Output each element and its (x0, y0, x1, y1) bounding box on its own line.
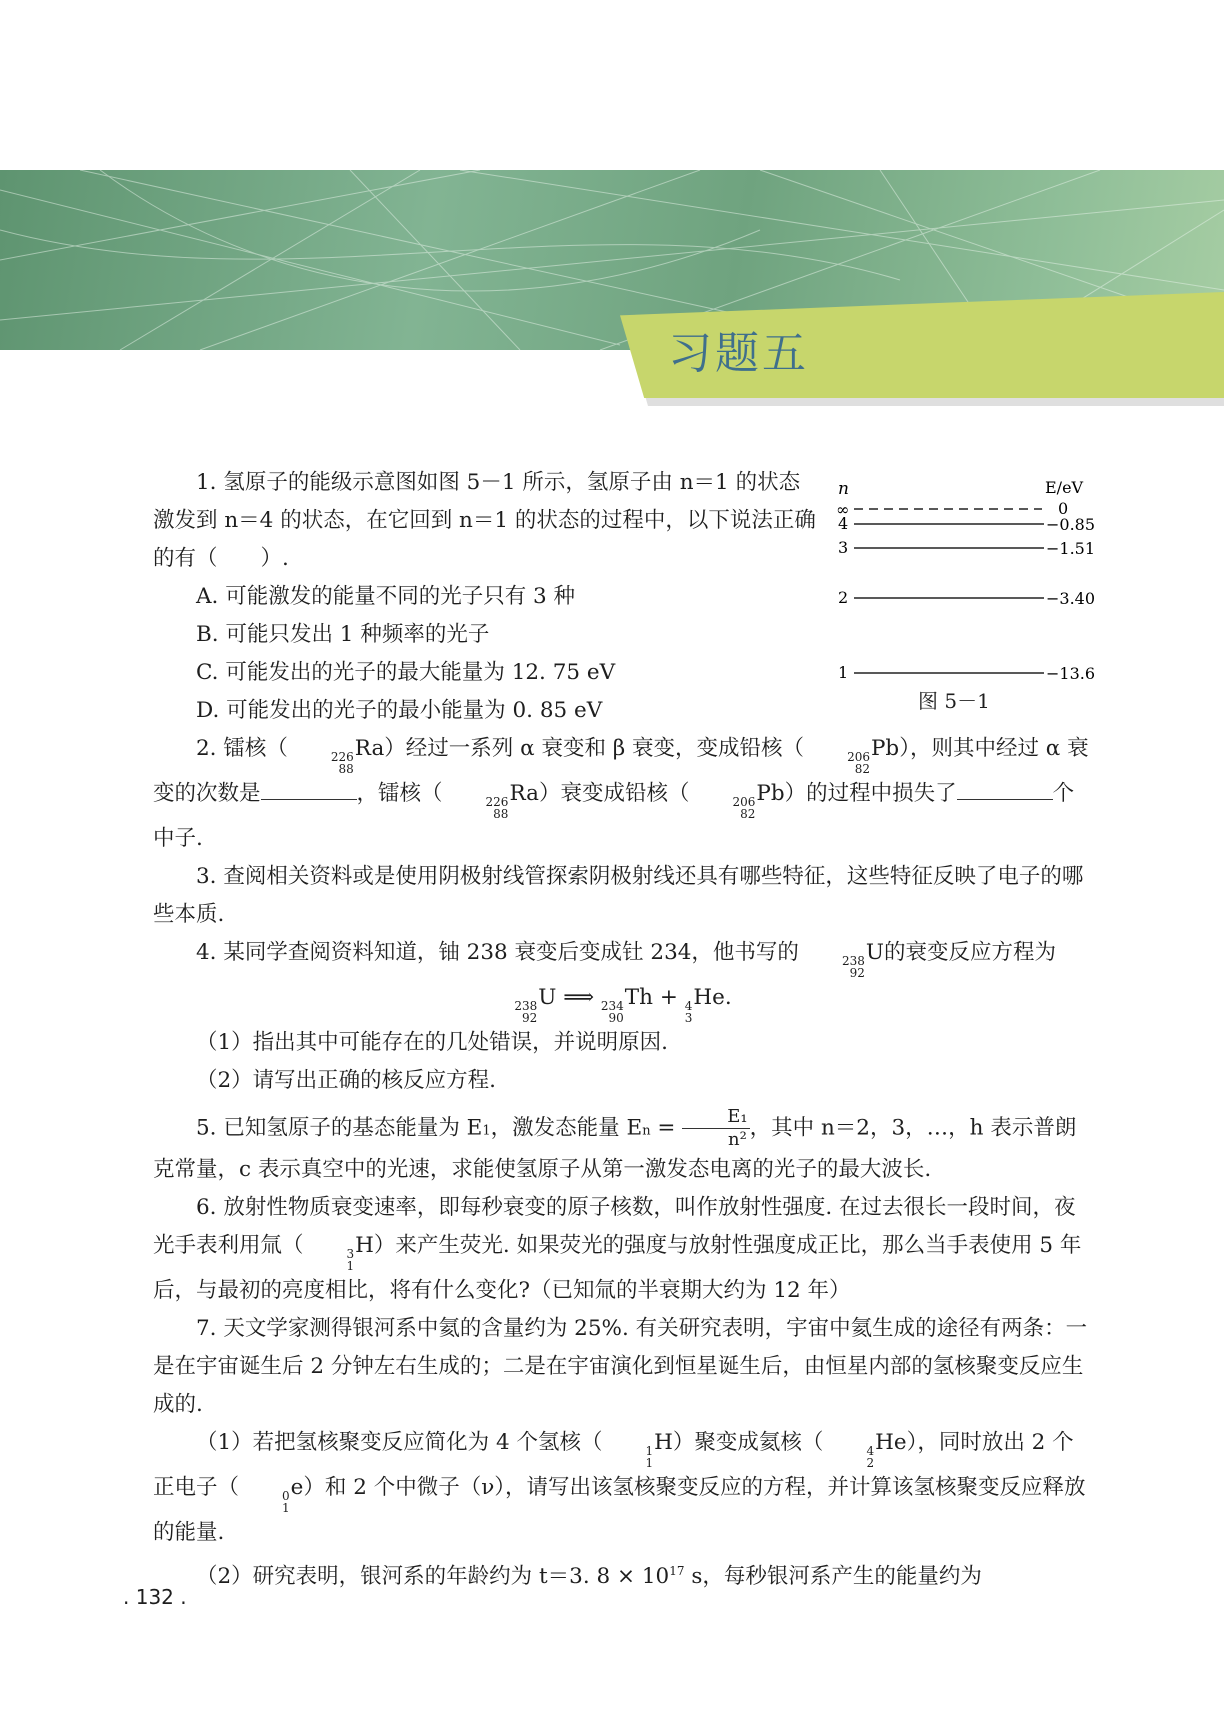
q7-text-5: （2）研究表明，银河系的年龄约为 t＝3. 8 × 10 (196, 1564, 670, 1590)
q1-option-d: D. 可能发出的光子的最小能量为 0. 85 eV (196, 698, 603, 723)
q1-option-a: A. 可能激发的能量不同的光子只有 3 种 (196, 584, 576, 609)
q5-sub-n: n (642, 1123, 651, 1139)
q5-text-2: ，激发态能量 E (490, 1115, 643, 1141)
u-symbol: U (865, 940, 884, 965)
q1-option-b: B. 可能只发出 1 种频率的光子 (196, 622, 490, 647)
p-notation: 1 1 (645, 1444, 654, 1470)
level-e-3: −1.51 (1046, 539, 1096, 558)
q5-text-1: 5. 已知氢原子的基态能量为 E (196, 1115, 483, 1141)
q7-text-6: s，每秒银河系产生的能量约为 (684, 1564, 982, 1590)
p-symbol: H (654, 1430, 673, 1455)
q1-stem: 1. 氢原子的能级示意图如图 5－1 所示，氢原子由 n＝1 的状态激发到 n＝4 的状态，在它回到 n＝1 的状态的过程中，以下说法正确的有（ ）. (153, 470, 816, 571)
level-e-inf: 0 (1058, 499, 1069, 518)
q2-text-1: 2. 镭核（ (196, 736, 288, 761)
q4-sub-2: （2）请写出正确的核反应方程. (196, 1068, 497, 1093)
level-e-4: −0.85 (1046, 515, 1096, 534)
q4-text-2: 的衰变反应方程为 (883, 940, 1056, 965)
q1-option-c: C. 可能发出的光子的最大能量为 12. 75 eV (196, 660, 616, 685)
exercise-content (153, 464, 1096, 1596)
level-n-3: 3 (838, 538, 849, 557)
q5-text-3: ，其中 n＝2，3，…，h 表示普朗克常量，c 表示真空中的光速，求能使氢原子从第一激发态电离的光子的最大波长. (153, 1115, 1077, 1182)
level-n-1: 1 (838, 663, 849, 682)
eq-th-symbol: Th (624, 985, 653, 1010)
positron-notation: 0 1 (282, 1489, 290, 1515)
q7-text-4: ）和 2 个中微子（ν），请写出该氢核聚变反应的方程，并计算该氢核聚变反应释放的能量. (153, 1475, 1086, 1545)
q4-text-1: 4. 某同学查阅资料知道，铀 238 衰变后变成钍 234，他书写的 (196, 940, 799, 965)
level-e-2: −3.40 (1046, 589, 1096, 608)
answer-blank[interactable] (261, 777, 357, 800)
q5: 5. 已知氢原子的基态能量为 E1，激发态能量 En = $\frac{\text{E₁}}{\text{n²}}$ ，其中 n＝2，3，…，h 表示普朗克常量，c 表示真空中的光速，求能使氢原子从第一激发态电离的光子的最大波长. (153, 1106, 1077, 1182)
page-number: . 132 . (123, 1585, 187, 1609)
eq-he-symbol: He (693, 985, 725, 1010)
axis-n-label: n (838, 479, 849, 499)
pb-symbol-1: Pb (870, 736, 900, 761)
q6-text-1: 6. 放射性物质衰变速率，即每秒衰变的原子核数，叫作放射性强度. 在过去很长一段时间，夜光手表利用氚（ (153, 1195, 1076, 1258)
eq-he-notation: 4 3 (684, 999, 693, 1025)
he4-notation: 4 2 (866, 1444, 875, 1470)
positron-symbol: e (290, 1475, 304, 1500)
q7-sub-2 (153, 1552, 1093, 1596)
ra-notation-1: 226 88 (330, 750, 354, 776)
q2-text-2: ）经过一系列 α 衰变和 β 衰变，变成铅核（ (384, 736, 805, 761)
q5-sub-1: 1 (482, 1123, 491, 1139)
level-e-1: −13.6 (1046, 664, 1096, 683)
q2-text-6: ）的过程中损失了 (784, 781, 957, 806)
pb-notation-1: 206 82 (847, 750, 870, 776)
h-symbol: H (355, 1233, 374, 1258)
h-notation: 3 1 (346, 1247, 355, 1273)
q3: 3. 查阅相关资料或是使用阴极射线管探索阴极射线还具有哪些特征，这些特征反映了电子的哪些本质. (153, 864, 1084, 927)
reaction-arrow: ⟹ (563, 985, 595, 1010)
pb-symbol-2: Pb (756, 781, 785, 806)
q4-equation: 238 92 U ⟹ 234 90 Th + 4 3 He. (514, 985, 732, 1025)
q4-stem (153, 934, 1093, 979)
q5-numerator: E₁ (682, 1106, 749, 1129)
he4-symbol: He (875, 1430, 907, 1455)
q5-denominator: n² (728, 1129, 747, 1150)
q5-fraction (682, 1106, 749, 1151)
q2-text-7: 个中子. (153, 781, 1075, 851)
eq-u-notation: 238 92 (514, 999, 538, 1025)
u-notation: 238 92 (841, 954, 865, 980)
q2-text-4: ，镭核（ (356, 781, 443, 806)
figure-caption: 图 5－1 (918, 689, 990, 713)
q6-text-2: ）来产生荧光. 如果荧光的强度与放射性强度成正比，那么当手表使用 5 年后，与最初的亮度相比，将有什么变化?（已知氚的半衰期大约为 12 年） (153, 1233, 1082, 1303)
level-n-4: 4 (838, 514, 849, 533)
eq-u-symbol: U (538, 985, 557, 1010)
page-title: 习题五 (668, 328, 809, 379)
q6 (153, 1189, 1093, 1310)
axis-e-label: E/eV (1045, 478, 1084, 497)
q7-text-2: ）聚变成氦核（ (672, 1430, 824, 1455)
pb-notation-2: 206 82 (732, 795, 756, 821)
q7-sub-1 (153, 1424, 1093, 1552)
ra-notation-2: 226 88 (485, 795, 509, 821)
eq-th-notation: 234 90 (600, 999, 624, 1025)
ra-symbol-2: Ra (509, 781, 539, 806)
answer-blank[interactable] (957, 777, 1053, 800)
q7-text-1: （1）若把氢核聚变反应简化为 4 个氢核（ (196, 1430, 603, 1455)
level-n-2: 2 (838, 588, 849, 607)
q2-text-5: ）衰变成铅核（ (538, 781, 690, 806)
q7-text-3: ），同时放出 2 个正电子（ (153, 1430, 1074, 1500)
q4-sub-1: （1）指出其中可能存在的几处错误，并说明原因. (196, 1030, 669, 1055)
q7-exponent: 17 (669, 1564, 685, 1578)
q7-stem: 7. 天文学家测得银河系中氦的含量约为 25%. 有关研究表明，宇宙中氦生成的途径有两条：一是在宇宙诞生后 2 分钟左右生成的；二是在宇宙演化到恒星诞生后，由恒星内部的氢核聚变反应生成的. (153, 1316, 1088, 1417)
level-n-inf: ∞ (836, 500, 850, 519)
eq-plus: + (659, 985, 678, 1010)
ra-symbol-1: Ra (354, 736, 385, 761)
q2-text-3: ），则其中经过 α 衰变的次数是 (153, 736, 1089, 806)
q2 (153, 730, 1093, 858)
